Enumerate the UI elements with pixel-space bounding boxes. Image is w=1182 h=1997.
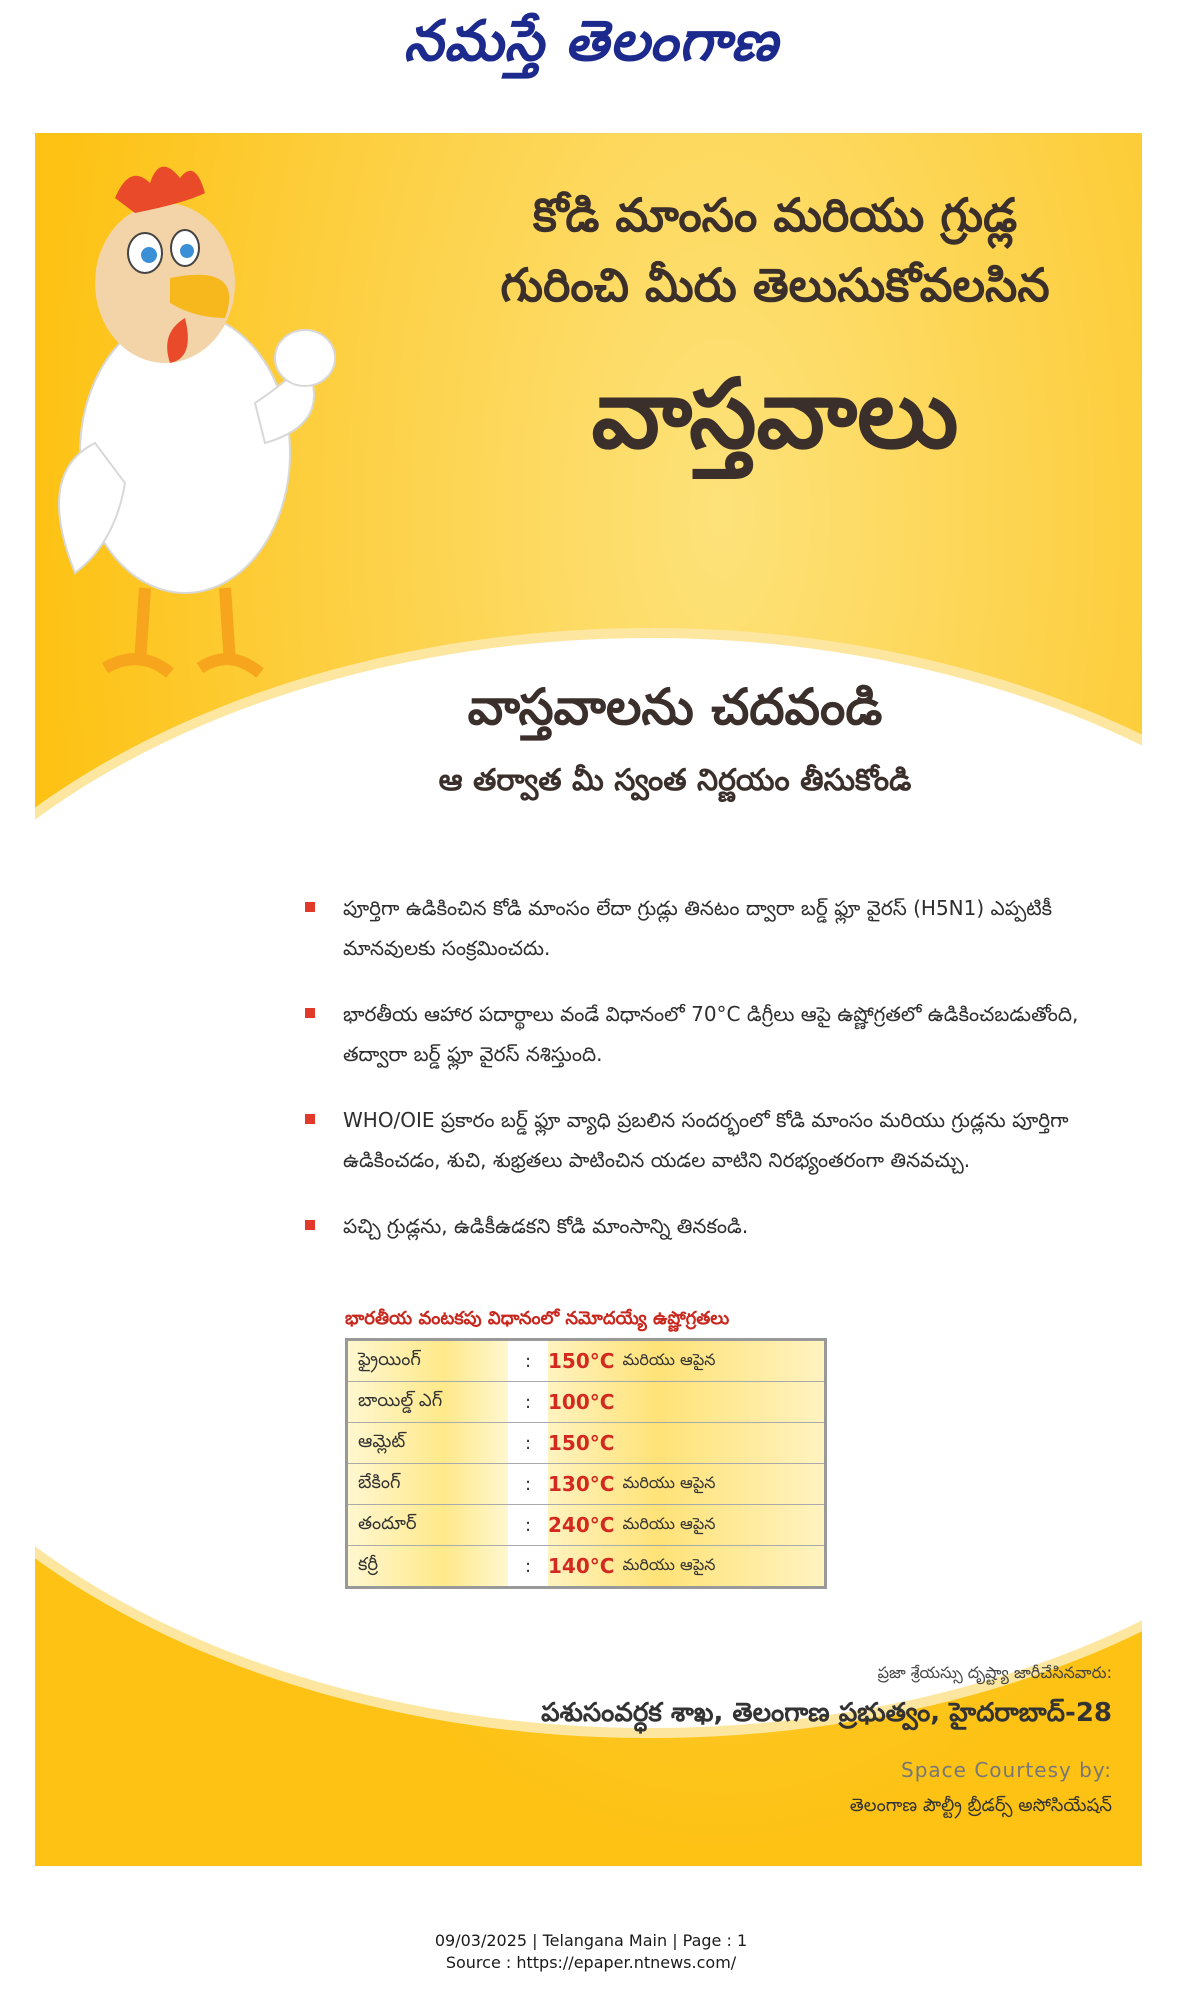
table-cell-separator: :: [524, 1514, 532, 1536]
table-cell-value: [548, 1423, 824, 1463]
table-cell-value: [548, 1341, 824, 1381]
bullet-square-icon: [305, 902, 315, 912]
sponsor-association: తెలంగాణ పౌల్ట్రీ బ్రీడర్స్ అసోసియేషన్: [849, 1795, 1112, 1816]
table-row: [348, 1464, 824, 1505]
temperature-value: 100°C: [548, 1390, 615, 1414]
temperature-value: 240°C: [548, 1513, 615, 1537]
table-cell-separator: :: [524, 1432, 532, 1454]
table-row: [348, 1382, 824, 1423]
newspaper-masthead: నమస్తే తెలంగాణ: [403, 8, 779, 74]
temperature-table: [345, 1338, 827, 1589]
table-cell-value: [548, 1382, 824, 1422]
headline-line-1: కోడి మాంసం మరియు గ్రుడ్ల: [532, 188, 1018, 242]
footer-edition-info: 09/03/2025 | Telangana Main | Page : 1: [434, 1931, 748, 1950]
table-cell-value: [548, 1505, 824, 1545]
list-item-text: పచ్చి గ్రుడ్లను, ఉడికీఉడకని కోడి మాంసాన్ని తినకండి.: [343, 1214, 749, 1238]
table-cell-item: బేకింగ్: [348, 1464, 508, 1504]
table-row: [348, 1546, 824, 1586]
temperature-note: మరియు ఆపైన: [622, 1472, 716, 1492]
table-cell-item: కర్రీ: [348, 1546, 508, 1586]
temperature-value: 150°C: [548, 1431, 615, 1455]
advertisement: [35, 133, 1142, 1866]
table-cell-value: [548, 1464, 824, 1504]
list-item: [305, 994, 1105, 1074]
table-cell-separator: :: [524, 1555, 532, 1577]
table-cell-separator: :: [524, 1350, 532, 1372]
list-item-text: పూర్తిగా ఉడికించిన కోడి మాంసం లేదా గ్రుడ్లు తినటం ద్వారా బర్డ్ ఫ్లూ వైరస్ (H5N1) ఎప్పటికీ మానవులకు సంక్రమించదు.: [343, 896, 1053, 960]
temperature-value: 130°C: [548, 1472, 615, 1496]
table-row: [348, 1505, 824, 1546]
list-item: [305, 1206, 1105, 1246]
table-cell-item: ఆమ్లెట్: [348, 1423, 508, 1463]
table-cell-value: [548, 1546, 824, 1586]
issuer-name: పశుసంవర్ధక శాఖ, తెలంగాణ ప్రభుత్వం, హైదరాబాద్-28: [541, 1698, 1112, 1728]
list-item: [305, 1100, 1105, 1180]
table-cell-item: తందూర్: [348, 1505, 508, 1545]
subheadline: వాస్తవాలను చదవండి: [467, 678, 883, 736]
temperature-table-title: భారతీయ వంటకపు విధానంలో నమోదయ్యే ఉష్ణోగ్రతలు: [345, 1308, 730, 1329]
footer-source-link[interactable]: Source : https://epaper.ntnews.com/: [445, 1953, 737, 1972]
table-cell-separator: :: [524, 1391, 532, 1413]
table-cell-separator: :: [524, 1473, 532, 1495]
bullet-square-icon: [305, 1008, 315, 1018]
subline: ఆ తర్వాత మీ స్వంత నిర్ణయం తీసుకోండి: [438, 763, 912, 798]
temperature-note: మరియు ఆపైన: [622, 1349, 716, 1369]
temperature-note: మరియు ఆపైన: [622, 1554, 716, 1574]
list-item-text: భారతీయ ఆహార పదార్థాలు వండే విధానంలో 70°C డిగ్రీలు ఆపై ఉష్ణోగ్రతలో ఉడికించబడుతోంది, తద్వారా బర్డ్ ఫ్లూ వైరస్ నశిస్తుంది.: [343, 1002, 1079, 1066]
bullet-square-icon: [305, 1220, 315, 1230]
issuer-caption: ప్రజా శ్రేయస్సు దృష్ట్యా జారీచేసినవారు:: [877, 1663, 1112, 1682]
space-courtesy-label: Space Courtesy by:: [901, 1758, 1112, 1782]
chicken-mascot-icon: [35, 143, 365, 743]
page-footer: [0, 1930, 1182, 1974]
table-cell-item: ఫ్రైయింగ్: [348, 1341, 508, 1381]
table-cell-item: బాయిల్డ్ ఎగ్: [348, 1382, 508, 1422]
headline-main: వాస్తవాలు: [591, 358, 959, 470]
headline-line-2: గురించి మీరు తెలుసుకోవలసిన: [500, 258, 1050, 312]
bullet-square-icon: [305, 1114, 315, 1124]
table-row: [348, 1423, 824, 1464]
temperature-value: 140°C: [548, 1554, 615, 1578]
list-item-text: WHO/OIE ప్రకారం బర్డ్ ఫ్లూ వ్యాధి ప్రబలిన సందర్భంలో కోడి మాంసం మరియు గ్రుడ్లను పూర్తిగా ఉడికించడం, శుచి, శుభ్రతలు పాటించిన యడల వాటిని నిరభ్యంతరంగా తినవచ్చు.: [343, 1108, 1069, 1172]
list-item: [305, 888, 1105, 968]
temperature-value: 150°C: [548, 1349, 615, 1373]
table-row: [348, 1341, 824, 1382]
temperature-note: మరియు ఆపైన: [622, 1513, 716, 1533]
facts-list: [305, 888, 1105, 1272]
